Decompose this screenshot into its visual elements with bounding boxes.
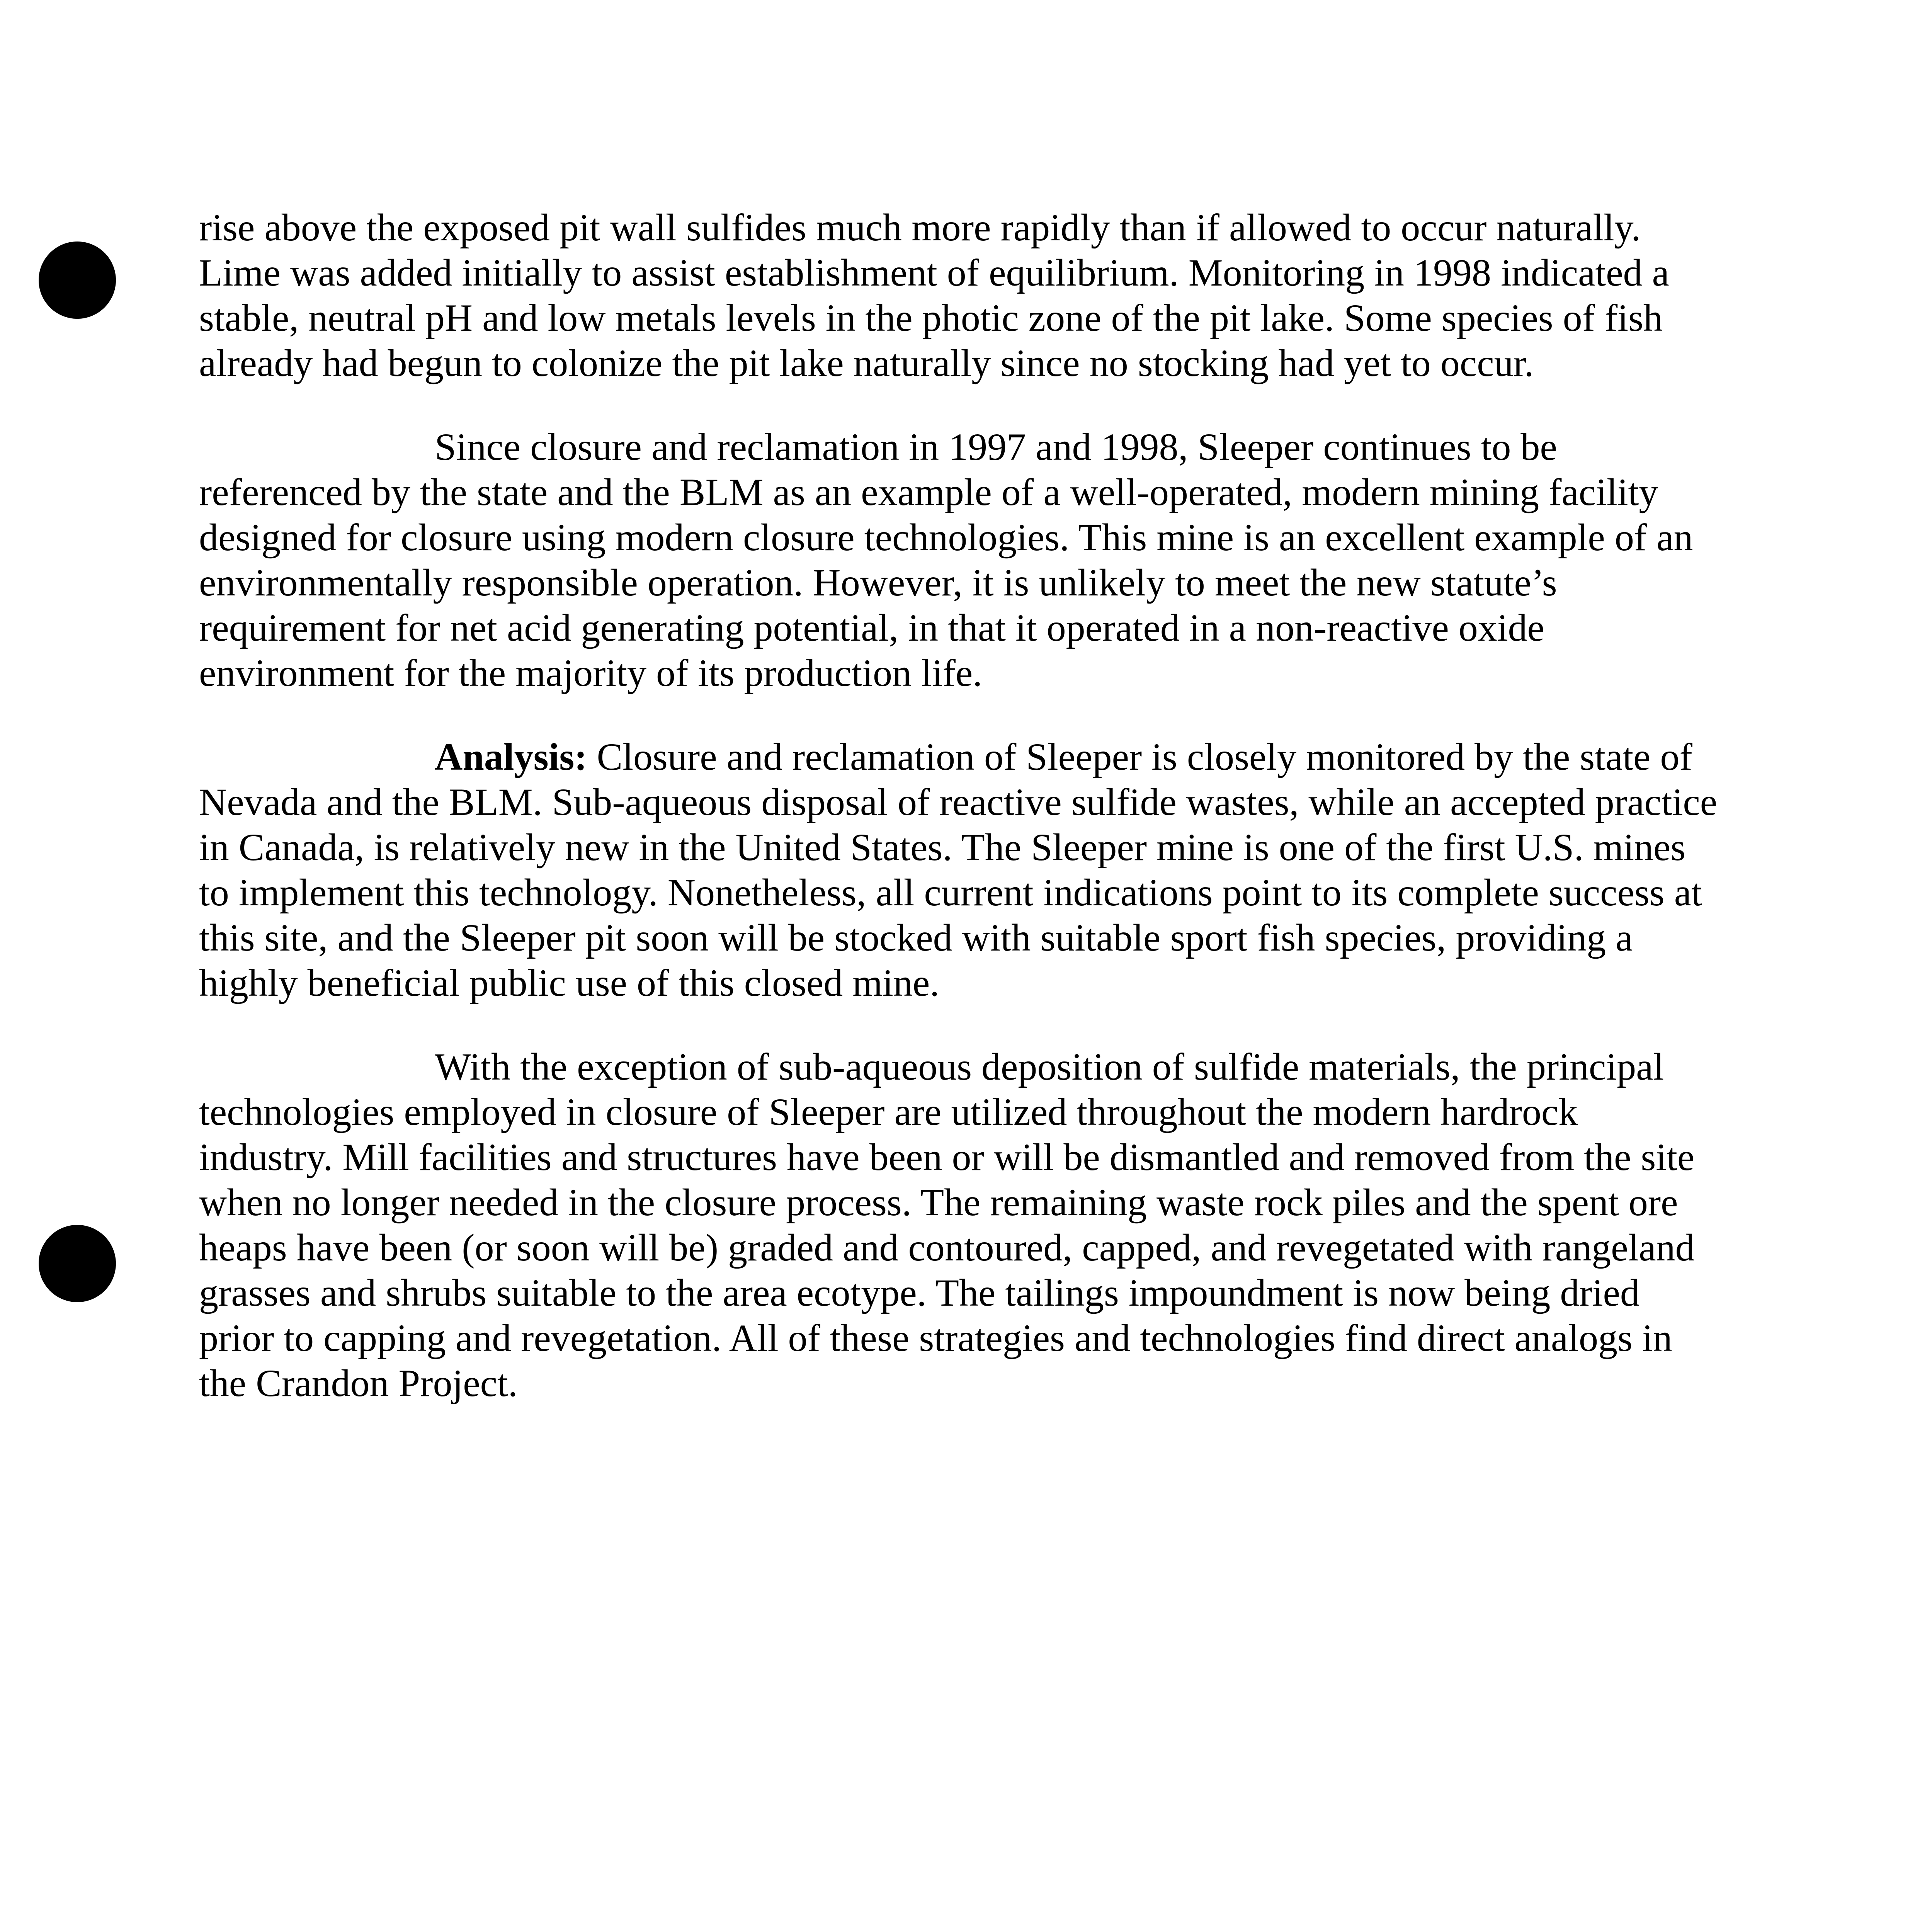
- document-body: [199, 205, 1719, 1444]
- paragraph-technologies: With the exception of sub-aqueous deposition of sulfide materials, the principal technologies employed in closure of Sleeper are utilized throughout the modern hardrock industry. Mill facilities and structures have been or will be dismantled and removed from the site when no longer needed in the closure process. The remaining waste rock piles and the spent ore heaps have been (or soon will be) graded and contoured, capped, and revegetated with rangeland grasses and shrubs suitable to the area ecotype. The tailings impoundment is now being dried prior to capping and revegetation. All of these strategies and technologies find direct analogs in the Crandon Project.: [199, 1045, 1695, 1405]
- punch-hole-middle: [39, 1225, 116, 1302]
- punch-hole-top: [39, 242, 116, 319]
- paragraph-continuation: rise above the exposed pit wall sulfides much more rapidly than if allowed to occur naturally. Lime was added initially to assist establishment of equilibrium. Monitoring in 1998 indicated a stable, neutral pH and low metals levels in the photic zone of the pit lake. Some species of fish already had begun to colonize the pit lake naturally since no stocking had yet to occur.: [199, 206, 1669, 384]
- paragraph-analysis: [199, 734, 1719, 1005]
- analysis-text: Closure and reclamation of Sleeper is closely monitored by the state of Nevada and the BLM. Sub-aqueous disposal of reactive sulfide wastes, while an accepted practice in Canada, is relatively new in the United States. The Sleeper mine is one of the first U.S. mines to implement this technology. Nonetheless, all current indications point to its complete success at this site, and the Sleeper pit soon will be stocked with suitable sport fish species, providing a highly beneficial public use of this closed mine.: [199, 735, 1718, 1004]
- paragraph-sleeper-closure: Since closure and reclamation in 1997 and 1998, Sleeper continues to be referenced by the state and the BLM as an example of a well-operated, modern mining facility designed for closure using modern closure technologies. This mine is an excellent example of an environmentally responsible operation. However, it is unlikely to meet the new statute’s requirement for net acid generating potential, in that it operated in a non-reactive oxide environment for the majority of its production life.: [199, 425, 1693, 694]
- analysis-label: Analysis:: [435, 735, 587, 778]
